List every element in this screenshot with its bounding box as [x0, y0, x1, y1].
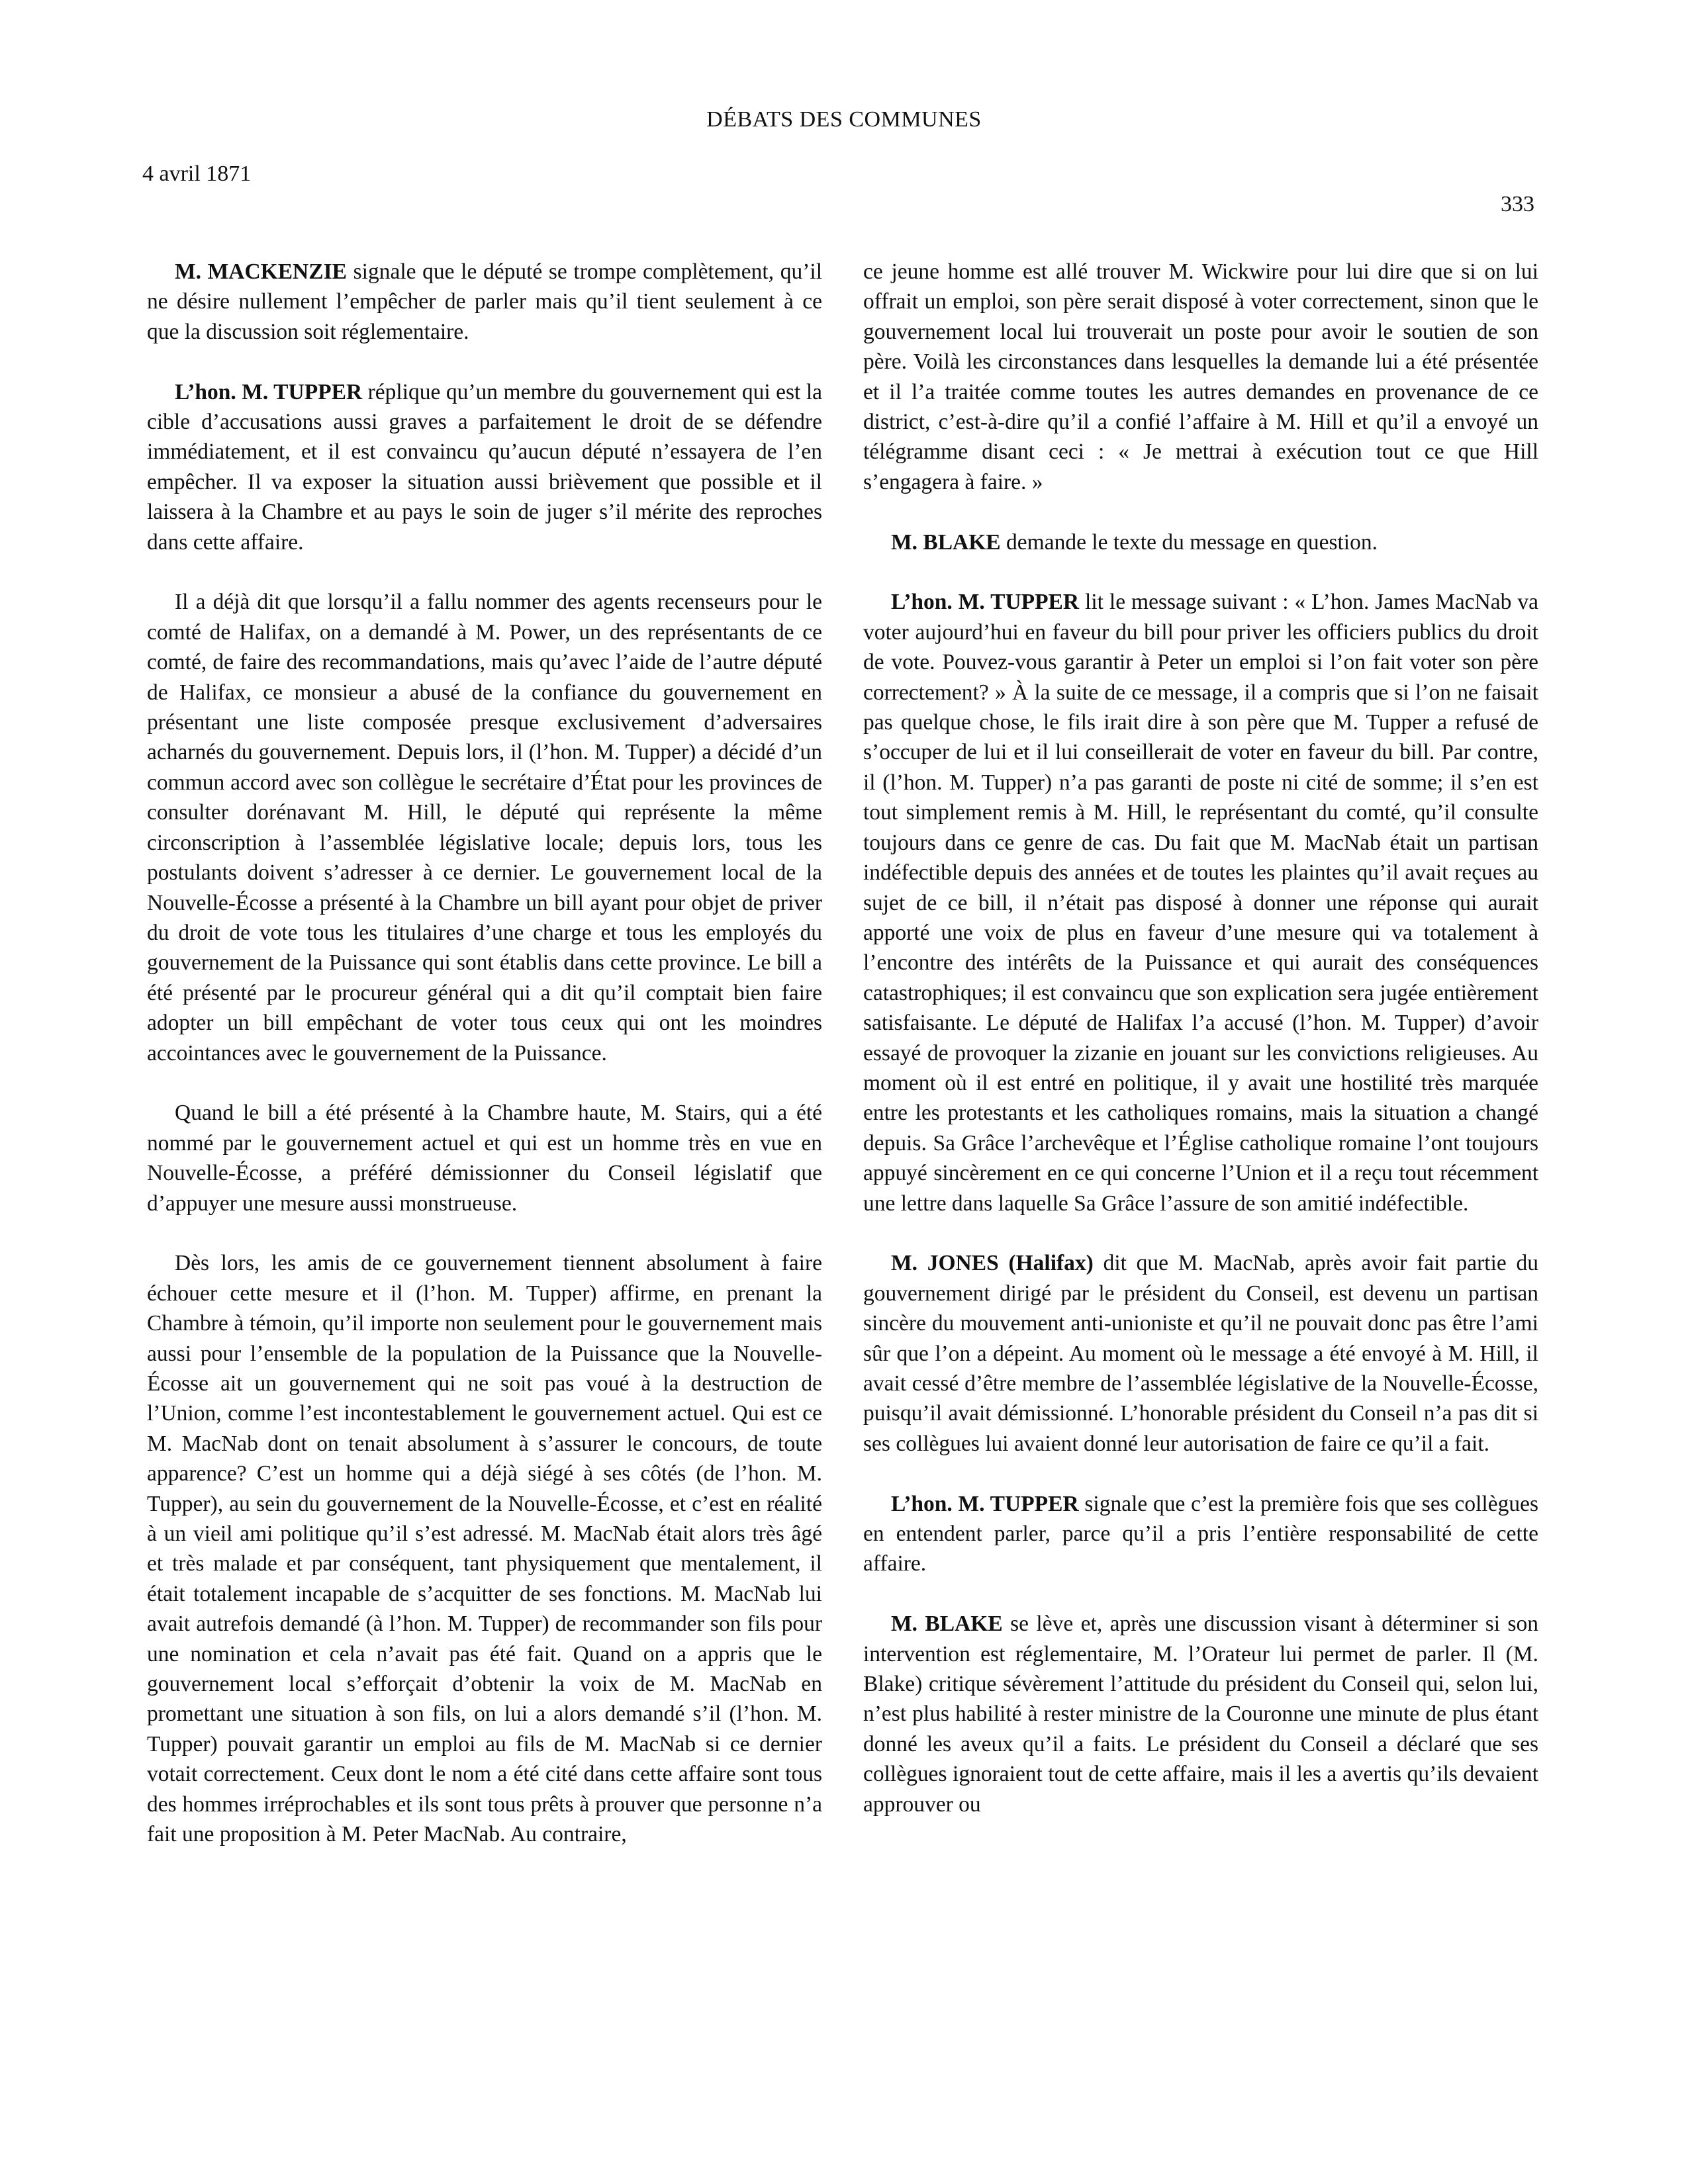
paragraph	[147, 1248, 822, 1849]
left-column	[147, 257, 822, 1849]
speaker-name: L’hon. M. TUPPER	[891, 590, 1080, 615]
paragraph-text: Il a déjà dit que lorsqu’il a fallu nommer des agents recenseurs pour le comté de Halifax, on a demandé à M. Power, un des représentants de ce comté, de faire des recommandations, mais qu’avec l’aide de l’autre député de Halifax, ce monsieur a abusé de la confiance du gouvernement en présentant une liste composée presque exclusivement d’adversaires acharnés du gouvernement. Depuis lors, il (l’hon. M. Tupper) a décidé d’un commun accord avec son collègue le secrétaire d’État pour les provinces de consulter dorénavant M. Hill, le député qui représente la même circonscription à l’assemblée législative locale; depuis lors, tous les postulants doivent s’adresser à ce dernier. Le gouvernement local de la Nouvelle-Écosse a présenté à la Chambre un bill ayant pour objet de priver du droit de vote tous les titulaires d’une charge et tous les employés du gouvernement de la Puissance qui sont établis dans cette province. Le bill a été présenté par le procureur général qui a dit qu’il comptait bien faire adopter un bill empêchant de voter tous ceux qui ont les moindres accointances avec le gouvernement de la Puissance.	[147, 590, 822, 1066]
paragraph-text: Dès lors, les amis de ce gouvernement tiennent absolument à faire échouer cette mesure et il (l’hon. M. Tupper) affirme, en prenant la Chambre à témoin, qu’il importe non seulement pour le gouvernement mais aussi pour l’ensemble de la population de la Puissance que la Nouvelle-Écosse ait un gouvernement qui ne soit pas voué à la destruction de l’Union, comme l’est incontestablement le gouvernement actuel. Qui est ce M. MacNab dont on tenait absolument à s’assurer le concours, de toute apparence? C’est un homme qui a déjà siégé à ses côtés (de l’hon. M. Tupper), au sein du gouvernement de la Nouvelle-Écosse, et c’est en réalité à un vieil ami politique qu’il s’est adressé. M. MacNab était alors très âgé et très malade et par conséquent, tant physiquement que mentalement, il était totalement incapable de s’acquitter de ses fonctions. M. MacNab lui avait autrefois demandé (à l’hon. M. Tupper) de recommander son fils pour une nomination et cela n’avait pas été fait. Quand on a appris que le gouvernement local s’efforçait d’obtenir la voix de M. MacNab en promettant une situation à son fils, on lui a alors demandé s’il (l’hon. M. Tupper) pouvait garantir un emploi au fils de M. MacNab si ce dernier votait correctement. Ceux dont le nom a été cité dans cette affaire sont tous des hommes irréprochables et ils sont tous prêts à prouver que personne n’a fait une proposition à M. Peter MacNab. Au contraire,	[147, 1251, 822, 1847]
paragraph-text: dit que M. MacNab, après avoir fait partie du gouvernement dirigé par le président du Conseil, est devenu un partisan sincère du mouvement anti-unioniste et qu’il ne pouvait donc pas être l’ami sûr que l’on a dépeint. Au moment où le message a été envoyé à M. Hill, il avait cessé d’être membre de l’assemblée législative de la Nouvelle-Écosse, puisqu’il avait démissionné. L’honorable président du Conseil n’a pas dit si ses collègues lui avaient donné leur autorisation de faire ce qu’il a fait.	[863, 1251, 1538, 1456]
paragraph-text: signale que c’est la première fois que ses collègues en entendent parler, parce qu’il a pris l’entière responsabilité de cette affaire.	[863, 1491, 1539, 1576]
paragraph	[147, 587, 822, 1068]
page-number: 333	[1501, 192, 1534, 216]
speaker-name: M. JONES (Halifax)	[891, 1251, 1094, 1276]
running-title: DÉBATS DES COMMUNES	[706, 107, 982, 132]
paragraph-text: ce jeune homme est allé trouver M. Wickwire pour lui dire que si on lui offrait un emploi, son père serait disposé à voter correctement, sinon que le gouvernement local lui trouverait un poste pour avoir le soutien de son père. Voilà les circonstances dans lesquelles la demande lui a été présentée et il l’a traitée comme toutes les autres demandes en provenance de ce district, c’est-à-dire qu’il a confié l’affaire à M. Hill et qu’il a envoyé un télégramme disant ceci : « Je mettrai à exécution tout ce que Hill s’engagera à faire. »	[863, 259, 1538, 494]
speaker-name: M. MACKENZIE	[175, 259, 347, 284]
paragraph	[147, 377, 822, 557]
paragraph	[863, 587, 1538, 1218]
paragraph	[863, 1489, 1538, 1579]
paragraph	[863, 1248, 1538, 1459]
paragraph-text: Quand le bill a été présenté à la Chambre haute, M. Stairs, qui a été nommé par le gouvernement actuel et qui est un homme très en vue en Nouvelle-Écosse, a préféré démissionner du Conseil législatif que d’appuyer une mesure aussi monstrueuse.	[147, 1101, 822, 1216]
speaker-name: L’hon. M. TUPPER	[891, 1491, 1079, 1516]
speaker-name: M. BLAKE	[891, 529, 1001, 555]
paragraph	[147, 257, 822, 347]
paragraph	[147, 1098, 822, 1218]
paragraph-text: lit le message suivant : « L’hon. James MacNab va voter aujourd’hui en faveur du bill pour priver les officiers publics du droit de vote. Pouvez-vous garantir à Peter un emploi si l’on fait voter son père correctement? » À la suite de ce message, il a compris que si l’on ne faisait pas quelque chose, le fils irait dire à son père que M. Tupper a refusé de s’occuper de lui et il lui conseillerait de voter en faveur du bill. Par contre, il (l’hon. M. Tupper) n’a pas garanti de poste ni cité de somme; il s’en est tout simplement remis à M. Hill, le représentant du comté, qu’il consulte toujours dans ce genre de cas. Du fait que M. MacNab était un partisan indéfectible depuis des années et de toutes les plaintes qu’il avait reçues au sujet de ce bill, il n’était pas disposé à donner une réponse qui aurait apporté une voix de plus en faveur d’une mesure qui va totalement à l’encontre des intérêts de la Puissance et qui aurait des conséquences catastrophiques; il est convaincu que son explication sera jugée entièrement satisfaisante. Le député de Halifax l’a accusé (l’hon. M. Tupper) d’avoir essayé de provoquer la zizanie en jouant sur les convictions religieuses. Au moment où il est entré en politique, il y avait une hostilité très marquée entre les protestants et les catholiques romains, mais la situation a changé depuis. Sa Grâce l’archevêque et l’Église catholique romaine l’ont toujours appuyé sincèrement en ce qui concerne l’Union et il a reçu tout récemment une lettre dans laquelle Sa Grâce l’assure de son amitié indéfectible.	[863, 590, 1538, 1216]
paragraph	[863, 527, 1538, 557]
right-column	[863, 257, 1538, 1819]
paragraph-text: demande le texte du message en question.	[1000, 529, 1378, 555]
paragraph-text: signale que le député se trompe complètement, qu’il ne désire nullement l’empêcher de parler mais qu’il tient seulement à ce que la discussion soit réglementaire.	[147, 259, 822, 344]
speaker-name: M. BLAKE	[891, 1612, 1003, 1637]
paragraph	[863, 1609, 1538, 1819]
speaker-name: L’hon. M. TUPPER	[175, 379, 363, 404]
page-date: 4 avril 1871	[142, 161, 252, 186]
paragraph-text: se lève et, après une discussion visant à déterminer si son intervention est réglementaire, M. l’Orateur lui permet de parler. Il (M. Blake) critique sévèrement l’attitude du président du Conseil qui, selon lui, n’est plus habilité à rester ministre de la Couronne une minute de plus étant donné les aveux qu’il a faits. Le président du Conseil a déclaré que ses collègues ignoraient tout de cette affaire, mais il les a avertis qu’ils devaient approuver ou	[863, 1612, 1539, 1817]
paragraph-continuation	[863, 257, 1538, 497]
paragraph-text: réplique qu’un membre du gouvernement qui est la cible d’accusations aussi graves a parfaitement le droit de se défendre immédiatement, et il est convaincu qu’aucun député n’essayera de l’en empêcher. Il va exposer la situation aussi brièvement que possible et il laissera à la Chambre et au pays le soin de juger s’il mérite des reproches dans cette affaire.	[147, 379, 823, 555]
